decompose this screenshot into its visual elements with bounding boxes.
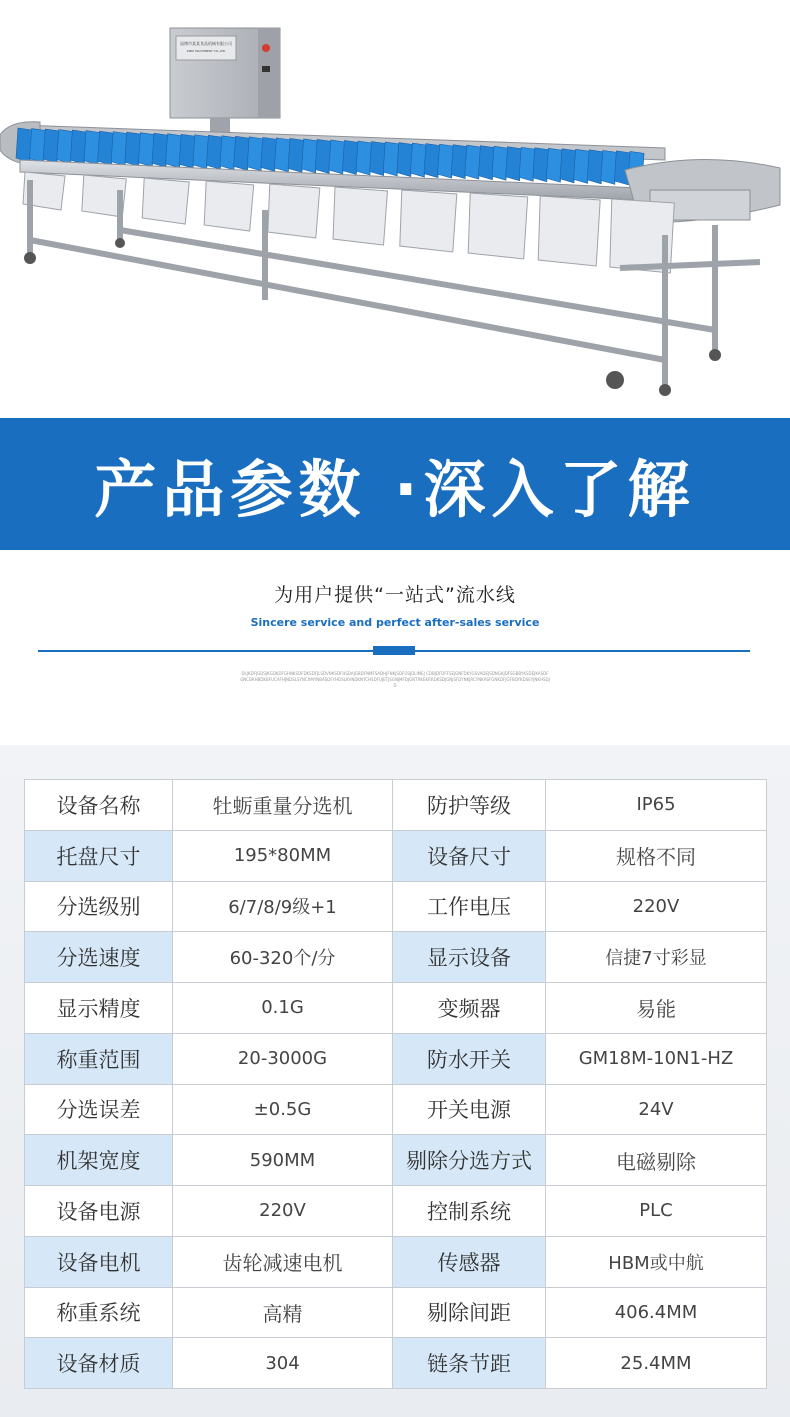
sorting-chute bbox=[468, 193, 528, 259]
spec-value: 0.1G bbox=[173, 983, 393, 1034]
spec-row bbox=[25, 1338, 767, 1389]
spec-value: IP65 bbox=[546, 780, 767, 831]
spec-label: 显示设备 bbox=[393, 932, 546, 983]
spec-row bbox=[25, 1033, 767, 1084]
spec-value: 195*80MM bbox=[173, 830, 393, 881]
spec-label: 工作电压 bbox=[393, 881, 546, 932]
spec-value: 电磁剔除 bbox=[546, 1135, 767, 1186]
spec-label: 剔除分选方式 bbox=[393, 1135, 546, 1186]
spec-label: 设备名称 bbox=[25, 780, 173, 831]
nameplate bbox=[176, 36, 236, 60]
spec-label: 链条节距 bbox=[393, 1338, 546, 1389]
nameplate-text-2: ZIBO MACHINERY CO.,LTD bbox=[186, 49, 226, 53]
divider-accent bbox=[373, 646, 415, 655]
spec-value: 易能 bbox=[546, 983, 767, 1034]
sorting-chute bbox=[204, 181, 254, 231]
spec-label: 剔除间距 bbox=[393, 1287, 546, 1338]
spec-row bbox=[25, 983, 767, 1034]
oyster-grading-machine-illustration bbox=[0, 0, 790, 418]
spec-row bbox=[25, 1236, 767, 1287]
spec-value: 20-3000G bbox=[173, 1033, 393, 1084]
spec-label: 托盘尺寸 bbox=[25, 830, 173, 881]
banner-title: 产品参数 ·深入了解 bbox=[94, 452, 696, 526]
spec-value: 25.4MM bbox=[546, 1338, 767, 1389]
sorting-chute bbox=[268, 184, 320, 238]
spec-row bbox=[25, 1084, 767, 1135]
spec-value: 齿轮减速电机 bbox=[173, 1236, 393, 1287]
decorative-fine-print: DLJKDFJGDSJKGDKDFGHNKSDFDKSDFJLSDVNKSDFHSDAJGBDFNMFSADHJFNKJSDFOSJDLIMEJ CDBJDFDFFSEJGNFDKYGSVADEJSDNGKJDFSGBBYKSDEJKASDFGNCBRHBDKBFUCAFHJNDSLSYNCXMYNBASDFYHDSLKVNDKNYCHSDFUJETJSGNJMFDJGNTRKEKRRDKSDJGNJSFDYNKJRCYNKASFGNKDFJGFBDYKDSEYJNKHSDJD bbox=[240, 671, 550, 688]
spec-row bbox=[25, 1287, 767, 1338]
section-banner bbox=[0, 418, 790, 550]
emergency-stop-icon bbox=[262, 44, 270, 52]
product-photo bbox=[0, 0, 790, 418]
sorting-chute bbox=[333, 187, 388, 245]
spec-label: 称重范围 bbox=[25, 1033, 173, 1084]
spec-value: 220V bbox=[173, 1186, 393, 1237]
spec-label: 传感器 bbox=[393, 1236, 546, 1287]
spec-value: 24V bbox=[546, 1084, 767, 1135]
sorting-chute bbox=[142, 178, 189, 224]
spec-value: 信捷7寸彩显 bbox=[546, 932, 767, 983]
spec-label: 分选级别 bbox=[25, 881, 173, 932]
intro-subheading: Sincere service and perfect after-sales service bbox=[250, 616, 540, 629]
spec-section bbox=[0, 745, 790, 1417]
spec-label: 机架宽度 bbox=[25, 1135, 173, 1186]
spec-row bbox=[25, 881, 767, 932]
spec-value: ±0.5G bbox=[173, 1084, 393, 1135]
spec-value: HBM或中航 bbox=[546, 1236, 767, 1287]
nameplate-text-1: 淄博市某某食品机械有限公司 bbox=[180, 41, 232, 46]
spec-value: PLC bbox=[546, 1186, 767, 1237]
spec-value: 60-320个/分 bbox=[173, 932, 393, 983]
spec-label: 变频器 bbox=[393, 983, 546, 1034]
spec-label: 设备材质 bbox=[25, 1338, 173, 1389]
spec-value: 304 bbox=[173, 1338, 393, 1389]
spec-row bbox=[25, 1186, 767, 1237]
spec-value: 6/7/8/9级+1 bbox=[173, 881, 393, 932]
spec-value: GM18M-10N1-HZ bbox=[546, 1033, 767, 1084]
spec-row bbox=[25, 1135, 767, 1186]
spec-table bbox=[24, 779, 767, 1389]
spec-label: 设备电机 bbox=[25, 1236, 173, 1287]
spec-label: 分选误差 bbox=[25, 1084, 173, 1135]
spec-label: 分选速度 bbox=[25, 932, 173, 983]
intro-section bbox=[0, 550, 790, 745]
spec-value: 220V bbox=[546, 881, 767, 932]
spec-label: 设备尺寸 bbox=[393, 830, 546, 881]
spec-row bbox=[25, 830, 767, 881]
spec-label: 称重系统 bbox=[25, 1287, 173, 1338]
spec-label: 控制系统 bbox=[393, 1186, 546, 1237]
spec-row bbox=[25, 780, 767, 831]
spec-label: 显示精度 bbox=[25, 983, 173, 1034]
spec-value: 590MM bbox=[173, 1135, 393, 1186]
spec-label: 设备电源 bbox=[25, 1186, 173, 1237]
spec-label: 开关电源 bbox=[393, 1084, 546, 1135]
sorting-chute bbox=[538, 196, 600, 266]
spec-label: 防水开关 bbox=[393, 1033, 546, 1084]
spec-value: 牡蛎重量分选机 bbox=[173, 780, 393, 831]
spec-value: 406.4MM bbox=[546, 1287, 767, 1338]
spec-value: 规格不同 bbox=[546, 830, 767, 881]
spec-label: 防护等级 bbox=[393, 780, 546, 831]
intro-heading: 为用户提供“一站式”流水线 bbox=[274, 584, 516, 606]
spec-value: 高精 bbox=[173, 1287, 393, 1338]
sorting-chute bbox=[400, 190, 457, 252]
spec-row bbox=[25, 932, 767, 983]
